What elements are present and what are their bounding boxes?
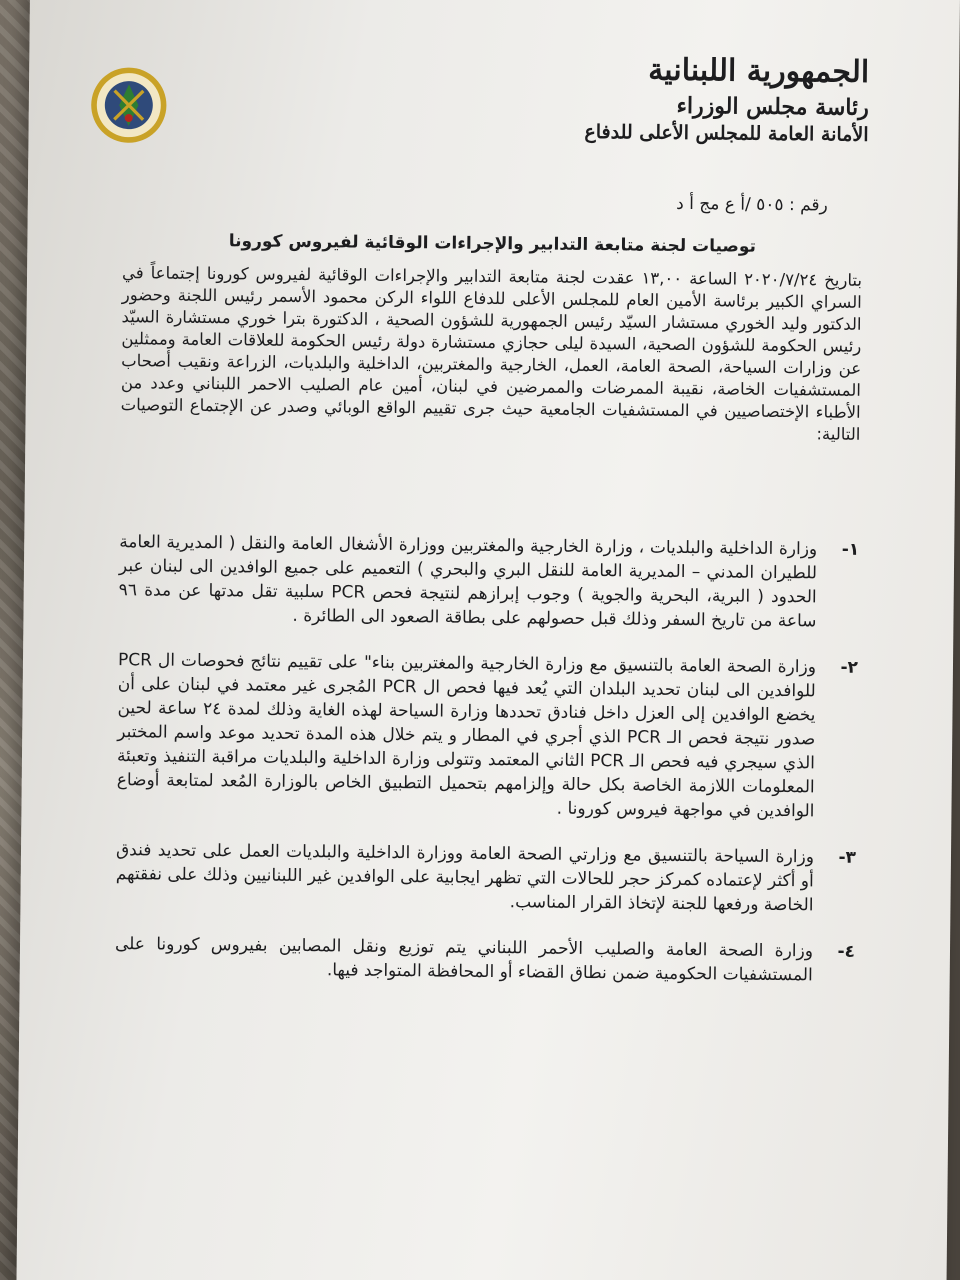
letterhead-secretariat: الأمانة العامة للمجلس الأعلى للدفاع — [584, 121, 869, 147]
recommendation-item — [115, 932, 855, 988]
recommendation-number: ٣- — [838, 847, 857, 868]
recommendations-list — [115, 530, 860, 988]
recommendation-item — [116, 648, 858, 824]
letterhead-republic: الجمهورية اللبنانية — [648, 52, 870, 90]
recommendation-text: وزارة الصحة العامة بالتنسيق مع وزارة الخارجية والمغتربين بناء" على تقييم نتائج فحوصات ال PCR للوافدين الى لبنان تحديد البلدان التي يُعد فيها فحص ال PCR المُجرى غير معتمد في لبنان على أن يخضع الوافدين إلى العزل داخل فنادق تحددها وزارة السياحة لهذه الغاية وذلك لمدة ٢٤ ساعة لحين صدور نتيجة فحص الـ PCR الذي أجري في المطار و يتم خلال هذه المدة تحديد موعد واسم المختبر الذي سيجري فيه فحص الـ PCR الثاني المعتمد وتتولى وزارة الداخلية والبلديات مراقبة التنفيذ وتعبئة المعلومات اللازمة الخاصة بكل حالة وإلزامهم بتحميل التطبيق الخاص بالوزارة المُعد لمتابعة أوضاع الوافدين في مواجهة فيروس كورونا . — [116, 650, 817, 822]
recommendation-number: ٢- — [840, 657, 859, 678]
recommendation-item — [115, 838, 856, 918]
reference-number: رقم : ٥٠٥ /أ ع مج أ د — [676, 193, 828, 216]
recommendation-text: وزارة الداخلية والبلديات ، وزارة الخارجية والمغتربين ووزارة الأشغال العامة والنقل ( المديرية العامة للطيران المدني – المديرية العامة للنقل البري والبحري ) التعميم على جميع الوافدين الى لبنان عبر الحدود ( البرية، البحرية والجوية ) وجوب إبرازهم لنتيجة فحص PCR سلبية تقل مدتها عن مدة ٩٦ ساعة من تاريخ السفر وذلك قبل حصولهم على بطاقة الصعود الى الطائرة . — [118, 532, 818, 632]
recommendation-number: ٤- — [837, 941, 856, 962]
recommendation-number: ١- — [841, 539, 860, 560]
recommendation-text: وزارة الصحة العامة والصليب الأحمر اللبناني يتم توزيع ونقل المصابين بفيروس كورونا على المستشفيات الحكومية ضمن نطاق القضاء أو المحافظة المتواجد فيها. — [114, 934, 814, 986]
defense-council-seal-icon — [88, 65, 169, 146]
letterhead-presidency: رئاسة مجلس الوزراء — [676, 92, 869, 121]
document-page — [16, 0, 959, 1280]
document-title: توصيات لجنة متابعة التدابير والإجراءات الوقائية لفيروس كورونا — [228, 231, 757, 257]
recommendation-item — [118, 530, 859, 634]
recommendation-text: وزارة السياحة بالتنسيق مع وزارتي الصحة العامة ووزارة الداخلية والبلديات العمل على تحديد فندق أو أكثر لإعتماده كمركز حجر للحالات التي تظهر ايجابية على الوافدين غير اللبنانيين وذلك على نفقتهم الخاصة ورفعها للجنة لإتخاذ القرار المناسب. — [115, 840, 815, 916]
intro-paragraph: بتاريخ ٢٠٢٠/٧/٢٤ الساعة ١٣,٠٠ عقدت لجنة متابعة التدابير والإجراءات الوقائية لفيروس كورونا إجتماعاً في السراي الكبير برئاسة الأمين العام للمجلس الأعلى للدفاع اللواء الركن محمود الأسمر رئيس اللجنة وحضور الدكتور وليد الخوري مستشار السيّد رئيس الجمهورية للشؤون الصحية ، الدكتورة بترا خوري مستشارة السيّد رئيس الحكومة للشؤون الصحية، السيدة ليلى حجازي مستشارة دولة رئيس الحكومة للعلاقات العامة وممثلين عن وزارات السياحة، الصحة العامة، العمل، الخارجية والمغتربين، الداخلية والبلديات، الزراعة ونقيب أصحاب المستشفيات الخاصة، نقيبة الممرضات والممرضين في لبنان، أمين عام الصليب الاحمر اللبناني وعدد من الأطباء الإختصاصيين في المستشفيات الجامعية حيث جرى تقييم الواقع الوبائي وصدر عن الإجتماع التوصيات التالية: — [120, 263, 863, 444]
letterhead — [508, 49, 869, 149]
